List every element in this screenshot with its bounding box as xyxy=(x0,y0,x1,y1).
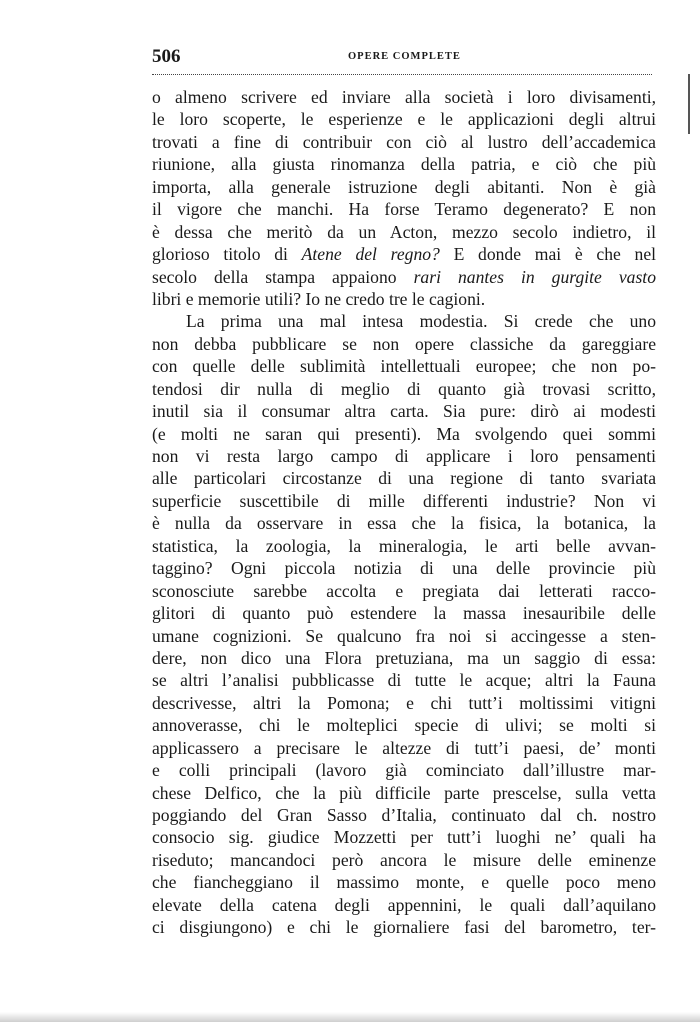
text-line: descrivesse, altri la Pomona; e chi tutt’i moltissimi vitigni xyxy=(152,692,656,713)
text-line: trovati a fine di contribuir con ciò al lustro dell’accademica xyxy=(152,131,656,152)
text-line: superficie suscettibile di mille differenti industrie? Non vi xyxy=(152,490,656,511)
body-text xyxy=(152,86,656,939)
text-line: inutil sia il consumar altra carta. Sia pure: dirò ai modesti xyxy=(152,401,656,422)
text-line xyxy=(152,266,656,288)
text-line: se altri l’analisi pubblicasse di tutte le acque; altri la Fauna xyxy=(152,670,656,691)
text-line: chese Delfico, che la più difficile parte prescelse, sulla vetta xyxy=(152,782,656,803)
text-line: alle particolari circostanze di una regione di tanto svariata xyxy=(152,468,656,489)
text-line: elevate della catena degli appennini, le quali dall’aquilano xyxy=(152,894,656,915)
text-line: applicassero a precisare le altezze di tutt’i paesi, de’ monti xyxy=(152,737,656,758)
italic-phrase: rari nantes in gurgite vasto xyxy=(413,266,656,287)
page-number: 506 xyxy=(152,46,181,67)
text-line: annoverasse, chi le molteplici specie di ulivi; se molti si xyxy=(152,715,656,736)
text-segment: secolo della stampa appaiono xyxy=(152,266,414,287)
text-line: o almeno scrivere ed inviare alla società i loro divisamenti, xyxy=(152,87,656,107)
text-line: tendosi dir nulla di meglio di quanto già trovasi scritto, xyxy=(152,378,656,399)
text-line: non vi resta largo campo di applicare i loro pensamenti xyxy=(152,446,656,466)
text-line: il vigore che manchi. Ha forse Teramo degenerato? E non xyxy=(152,199,656,220)
text-line: libri e memorie utili? Io ne credo tre le cagioni. xyxy=(152,288,486,309)
text-line: poggiando del Gran Sasso d’Italia, continuato dal ch. nostro xyxy=(152,805,656,825)
margin-mark xyxy=(688,74,690,134)
text-line: (e molti ne saran qui presenti). Ma svolgendo quei sommi xyxy=(152,423,656,444)
text-line: che fiancheggiano il massimo monte, e quelle poco meno xyxy=(152,872,656,893)
text-line: le loro scoperte, le esperienze e le applicazioni degli altrui xyxy=(152,109,656,130)
italic-phrase: Atene del regno? xyxy=(301,244,440,265)
text-line: riseduto; mancandoci però ancora le misure delle eminenze xyxy=(152,849,656,870)
running-title: OPERE COMPLETE xyxy=(348,51,461,62)
text-line: riunione, alla giusta rinomanza della patria, e ciò che più xyxy=(152,154,656,175)
text-line: e colli principali (lavoro già cominciato dall’illustre mar- xyxy=(152,760,656,781)
text-line: umane cognizioni. Se qualcuno fra noi si accingesse a sten- xyxy=(152,625,656,646)
header-rule xyxy=(152,74,652,75)
text-line: La prima una mal intesa modestia. Si crede che uno xyxy=(186,311,656,332)
text-line: consocio sig. giudice Mozzetti per tutt’i luoghi ne’ quali ha xyxy=(152,827,656,848)
text-segment: E donde mai è che nel xyxy=(439,244,656,265)
text-line: importa, alla generale istruzione degli abitanti. Non è già xyxy=(152,176,656,197)
page-bottom-edge xyxy=(0,1012,700,1022)
text-line: è dessa che meritò da un Acton, mezzo secolo indietro, il xyxy=(152,221,656,242)
text-line xyxy=(152,243,656,265)
text-line: statistica, la zoologia, la mineralogia, le arti belle avvan- xyxy=(152,535,656,556)
text-line: non debba pubblicare se non opere classiche da gareggiare xyxy=(152,333,656,354)
text-line: sconosciute sarebbe accolta e pregiata dai letterati racco- xyxy=(152,580,656,601)
text-line: dere, non dico una Flora pretuziana, ma un saggio di essa: xyxy=(152,647,656,668)
text-line: con quelle delle sublimità intellettuali europee; che non po- xyxy=(152,356,656,377)
text-line: è nulla da osservare in essa che la fisica, la botanica, la xyxy=(152,513,656,534)
text-line: ci disgiungono) e chi le giornaliere fasi del barometro, ter- xyxy=(152,917,656,938)
text-segment: glorioso titolo di xyxy=(152,244,302,265)
text-line: taggino? Ogni piccola notizia di una delle provincie più xyxy=(152,558,656,579)
text-line: glitori di quanto può estendere la massa inesauribile delle xyxy=(152,603,656,624)
page-header xyxy=(152,46,652,72)
